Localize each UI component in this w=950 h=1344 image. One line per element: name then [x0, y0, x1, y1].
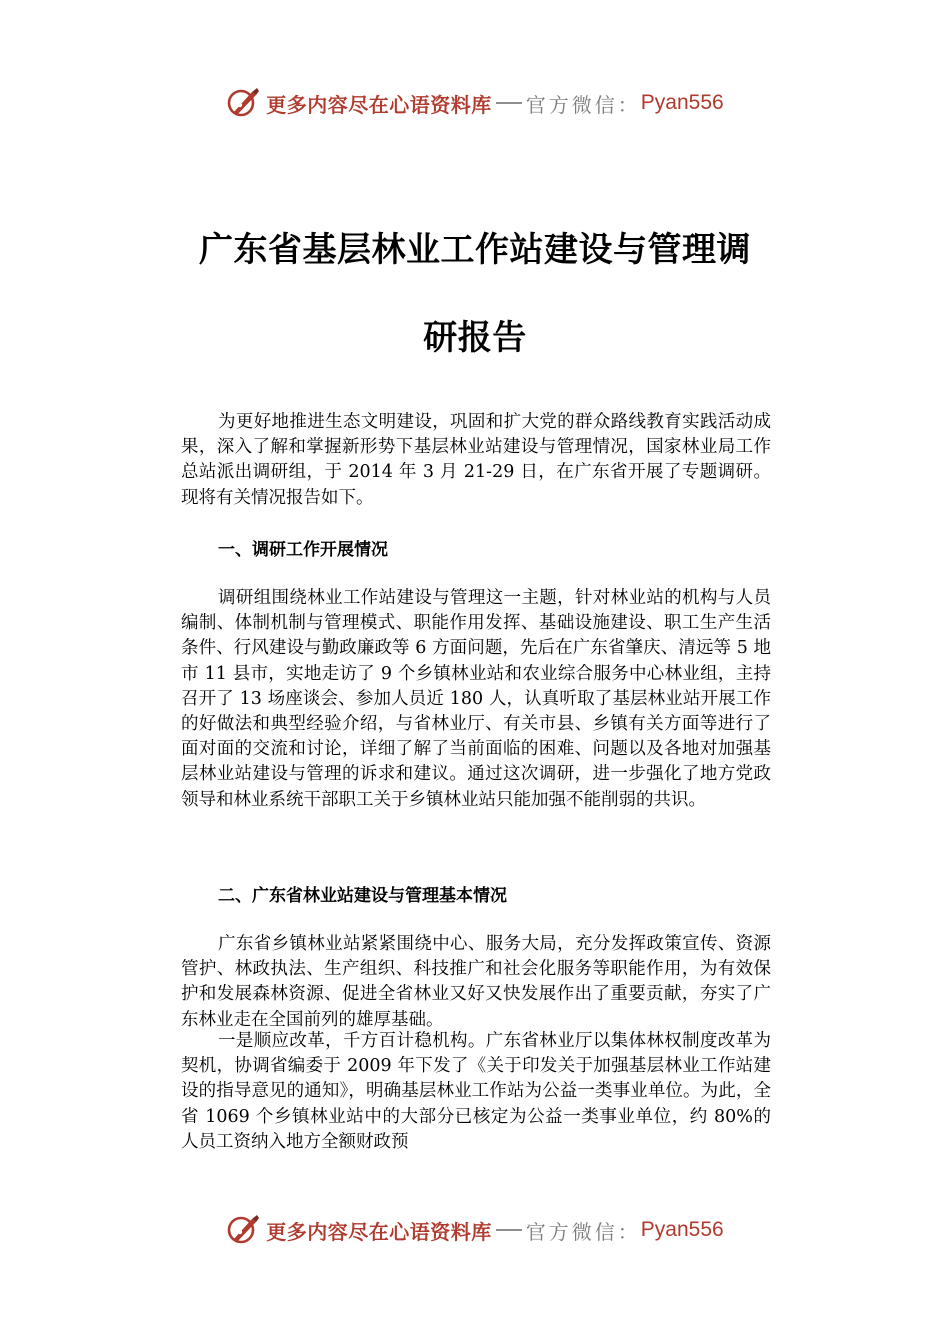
wechat-label: 官方微信：: [525, 92, 641, 117]
section2-heading: 二、广东省林业站建设与管理基本情况: [218, 886, 507, 906]
site-name: 更多内容尽在心语资料库: [266, 1219, 492, 1244]
doc-title-line2: 研报告: [423, 318, 527, 358]
intro-paragraph: 为更好地推进生态文明建设，巩固和扩大党的群众路线教育实践活动成果，深入了解和掌握新形势下基层林业站建设与管理情况，国家林业局工作总站派出调研组，于 2014 年 3 月 21-29 日，在广东省开展了专题调研。现将有关情况报告如下。: [181, 412, 771, 508]
site-name: 更多内容尽在心语资料库: [266, 92, 492, 117]
wechat-id: Pyan556: [640, 91, 724, 114]
banner-dash: [496, 1229, 522, 1231]
section1-paragraph: 调研组围绕林业工作站建设与管理这一主题，针对林业站的机构与人员编制、体制机制与管理模式、职能作用发挥、基础设施建设、职工生产生活条件、行风建设与勤政廉政等 6 方面问题，先后在广东省肇庆、清远等 5 地市 11 县市，实地走访了 9 个乡镇林业站和农业综合服务中心林业组，主持召开了 13 场座谈会、参加人员近 180 人，认真听取了基层林业站开展工作的好做法和典型经验介绍，与省林业厅、有关市县、乡镇有关方面等进行了面对面的交流和讨论，详细了解了当前面临的困难、问题以及各地对加强基层林业站建设与管理的诉求和建议。通过这次调研，进一步强化了地方党政领导和林业系统干部职工关于乡镇林业站只能加强不能削弱的共识。: [181, 588, 771, 810]
section1-heading: 一、调研工作开展情况: [218, 540, 388, 560]
wechat-label: 官方微信：: [525, 1219, 641, 1244]
banner-dash: [496, 102, 522, 104]
doc-title-line1: 广东省基层林业工作站建设与管理调: [199, 230, 751, 270]
pen-logo-icon: [226, 1213, 260, 1247]
section2-paragraph-2: 一是顺应改革，千方百计稳机构。广东省林业厅以集体林权制度改革为契机，协调省编委于 2009 年下发了《关于印发关于加强基层林业工作站建设的指导意见的通知》，明确基层林业工作站为公益一类事业单位。为此，全省 1069 个乡镇林业站中的大部分已核定为公益一类事业单位，约 80%的人员工资纳入地方全额财政预: [181, 1031, 771, 1152]
header-banner: [0, 81, 950, 125]
section2-paragraph-1: 广东省乡镇林业站紧紧围绕中心、服务大局，充分发挥政策宣传、资源管护、林政执法、生产组织、科技推广和社会化服务等职能作用，为有效保护和发展森林资源、促进全省林业又好又快发展作出了重要贡献，夯实了广东林业走在全国前列的雄厚基础。: [181, 934, 771, 1030]
wechat-id: Pyan556: [640, 1218, 724, 1241]
pen-logo-icon: [226, 86, 260, 120]
footer-banner: [0, 1208, 950, 1252]
